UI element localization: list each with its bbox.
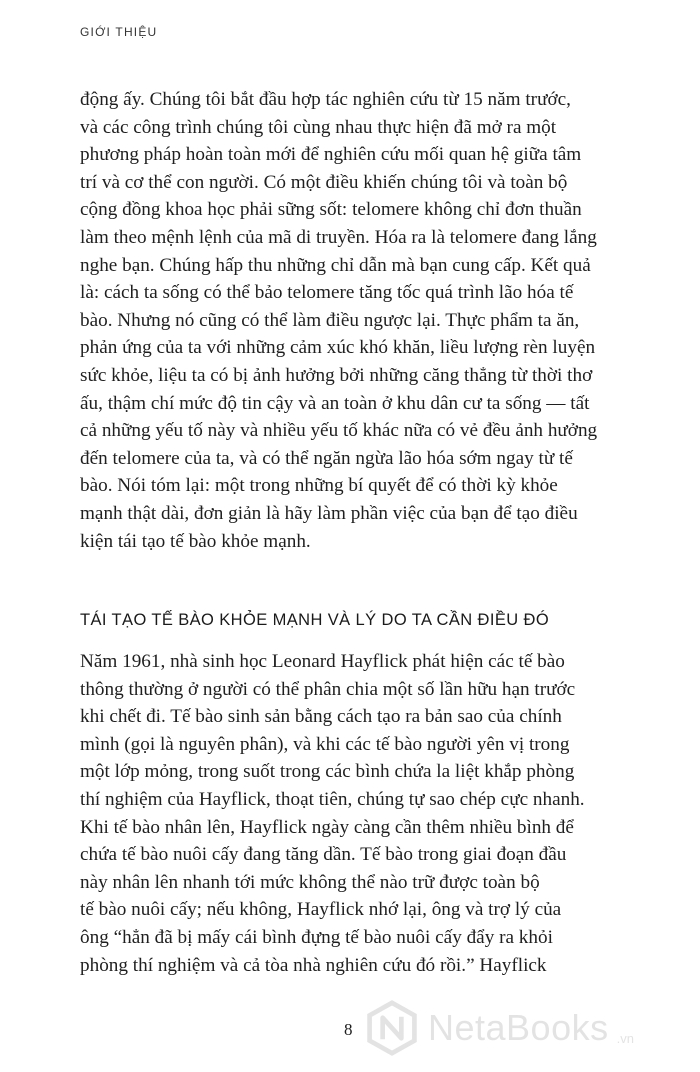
- text-line: thông thường ở người có thể phân chia một số lần hữu hạn trước: [80, 678, 576, 700]
- text-line: cộng đồng khoa học phải sững sốt: telomere không chỉ đơn thuần: [80, 199, 582, 221]
- running-header: GIỚI THIỆU: [80, 25, 158, 39]
- watermark-domain: .vn: [616, 1031, 634, 1046]
- text-line: cả những yếu tố này và nhiều yếu tố khác nữa có vẻ đều ảnh hưởng: [80, 420, 598, 442]
- text-line: sức khỏe, liệu ta có bị ảnh hưởng bởi những căng thẳng từ thời thơ: [80, 364, 593, 386]
- text-line: trí và cơ thể con người. Có một điều khiến chúng tôi và toàn bộ: [80, 171, 568, 193]
- text-line: chứa tế bào nuôi cấy đang tăng dần. Tế bào trong giai đoạn đầu: [80, 844, 567, 866]
- text-line: mạnh thật dài, đơn giản là hãy làm phần việc của bạn để tạo điều: [80, 502, 578, 524]
- page-number: 8: [344, 1020, 353, 1039]
- n-hexagon-logo-icon: [364, 1000, 420, 1056]
- text-line: tế bào nuôi cấy; nếu không, Hayflick nhớ lại, ông và trợ lý của: [80, 899, 562, 921]
- text-line: và các công trình chúng tôi cùng nhau thực hiện đã mở ra một: [80, 116, 557, 138]
- text-line: động ấy. Chúng tôi bắt đầu hợp tác nghiên cứu từ 15 năm trước,: [80, 89, 571, 110]
- text-line: bào. Nhưng nó cũng có thể làm điều ngược lại. Thực phẩm ta ăn,: [80, 309, 580, 331]
- text-line: là: cách ta sống có thể bảo telomere tăng tốc quá trình lão hóa tế: [80, 282, 574, 304]
- text-line: nghe bạn. Chúng hấp thu những chỉ dẫn mà bạn cung cấp. Kết quả: [80, 254, 591, 276]
- text-line: này nhân lên nhanh tới mức không thể nào trữ được toàn bộ: [80, 871, 540, 893]
- watermark-brand: NetaBooks: [428, 1007, 609, 1048]
- paragraph-intro: [80, 86, 626, 555]
- watermark: [364, 1000, 634, 1056]
- text-line: khi chết đi. Tế bào sinh sản bằng cách tạo ra bản sao của chính: [80, 706, 562, 728]
- text-line: ông “hẳn đã bị mấy cái bình đựng tế bào nuôi cấy đẩy ra khỏi: [80, 926, 553, 948]
- text-line: một lớp mỏng, trong suốt trong các bình chứa la liệt khắp phòng: [80, 761, 575, 783]
- text-line: Khi tế bào nhân lên, Hayflick ngày càng cần thêm nhiều bình để: [80, 816, 574, 838]
- text-line: mình (gọi là nguyên phân), và khi các tế bào người yên vị trong: [80, 733, 570, 755]
- text-line: phản ứng của ta với những cảm xúc khó khăn, liều lượng rèn luyện: [80, 337, 596, 359]
- text-line: bào. Nói tóm lại: một trong những bí quyết để có thời kỳ khỏe: [80, 475, 558, 497]
- section-heading: TÁI TẠO TẾ BÀO KHỎE MẠNH VÀ LÝ DO TA CẦN ĐIỀU ĐÓ: [80, 611, 550, 629]
- text-line: kiện tái tạo tế bào khỏe mạnh.: [80, 530, 311, 552]
- text-line: phương pháp hoàn toàn mới để nghiên cứu mối quan hệ giữa tâm: [80, 144, 582, 166]
- paragraph-hayflick: [80, 648, 626, 979]
- text-line: thí nghiệm của Hayflick, thoạt tiên, chúng tự sao chép cực nhanh.: [80, 788, 585, 810]
- text-line: làm theo mệnh lệnh của mã di truyền. Hóa ra là telomere đang lắng: [80, 226, 597, 248]
- text-line: ấu, thậm chí mức độ tin cậy và an toàn ở khu dân cư ta sống — tất: [80, 392, 590, 414]
- text-line: đến telomere của ta, và có thể ngăn ngừa lão hóa sớm ngay từ tế: [80, 447, 573, 469]
- text-line: phòng thí nghiệm và cả tòa nhà nghiên cứu đó rồi.” Hayflick: [80, 954, 547, 976]
- text-line: Năm 1961, nhà sinh học Leonard Hayflick phát hiện các tế bào: [80, 651, 565, 672]
